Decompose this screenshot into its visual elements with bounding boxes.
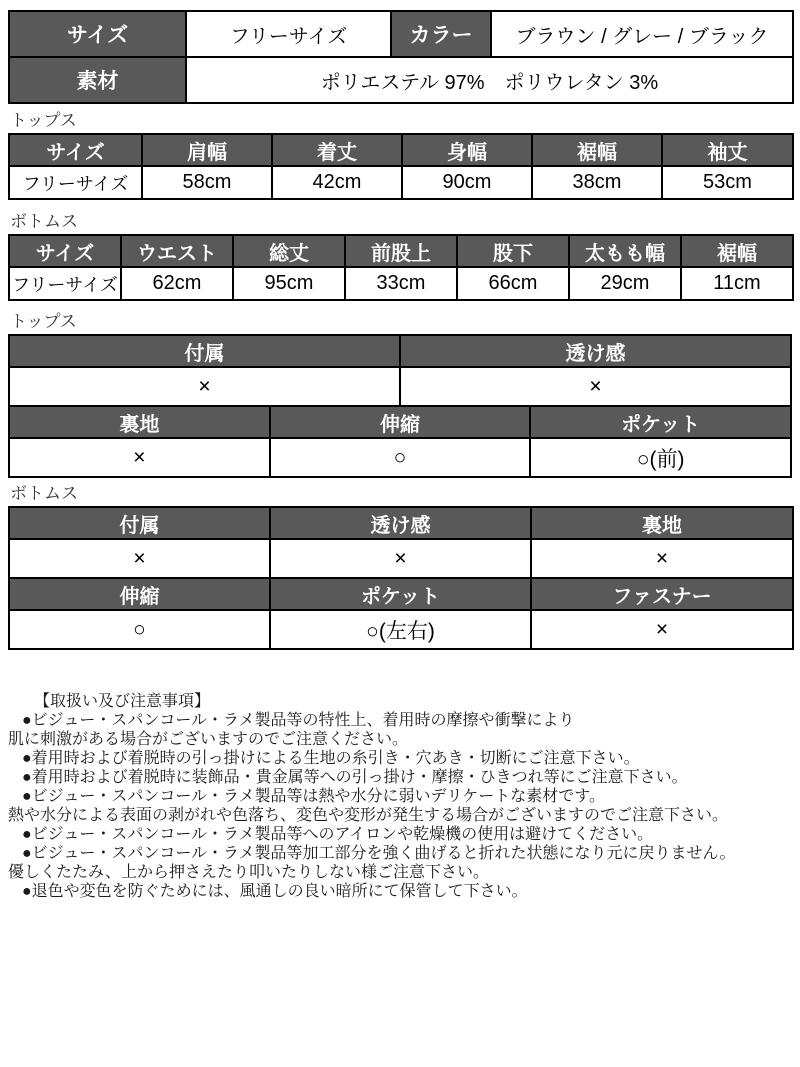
column-header: サイズ — [9, 235, 121, 267]
column-header: 総丈 — [233, 235, 345, 267]
measurement-cell: 95cm — [233, 267, 345, 300]
feature-header-row — [9, 335, 791, 367]
bottoms-measurement-table — [8, 234, 794, 301]
feature-value: × — [400, 367, 791, 406]
feature-header: 透け感 — [400, 335, 791, 367]
measurement-cell: 62cm — [121, 267, 233, 300]
feature-value: × — [9, 539, 270, 578]
feature-value: ○(前) — [530, 438, 791, 477]
size-color-row — [9, 11, 793, 57]
measurement-cell: 11cm — [681, 267, 793, 300]
note-line: ●ビジュー・スパンコール・ラメ製品等加工部分を強く曲げると折れた状態になり元に戻りません。 — [22, 845, 736, 862]
note-line: 優しくたたみ、上から押さえたり叩いたりしない様ご注意下さい。 — [8, 864, 489, 881]
measurement-cell: 29cm — [569, 267, 681, 300]
column-header: 股下 — [457, 235, 569, 267]
handling-notes — [8, 692, 792, 901]
measurement-cell: 66cm — [457, 267, 569, 300]
tops-section-label: トップス — [10, 312, 77, 331]
size-name-cell: フリーサイズ — [9, 166, 142, 199]
column-header: 太もも幅 — [569, 235, 681, 267]
feature-value: × — [531, 610, 793, 649]
feature-value: ○ — [9, 610, 270, 649]
feature-header: 伸縮 — [270, 406, 531, 438]
feature-value-row — [9, 438, 791, 477]
material-value-cell: ポリエステル 97% ポリウレタン 3% — [186, 57, 793, 103]
tops-feature-table — [8, 334, 792, 478]
feature-value-row — [9, 367, 791, 406]
table-row — [9, 267, 793, 300]
column-header: 袖丈 — [662, 134, 793, 166]
column-header: 身幅 — [402, 134, 532, 166]
feature-header: ポケット — [270, 578, 531, 610]
table-header-row — [9, 134, 793, 166]
note-line: ●退色や変色を防ぐためには、風通しの良い暗所にて保管して下さい。 — [22, 883, 528, 900]
feature-value: ○(左右) — [270, 610, 531, 649]
measurement-cell: 58cm — [142, 166, 272, 199]
material-header-cell: 素材 — [9, 57, 186, 103]
notes-title: 【取扱い及び注意事項】 — [34, 693, 211, 710]
size-header-cell: サイズ — [9, 11, 186, 57]
feature-header: ポケット — [530, 406, 791, 438]
feature-value: × — [270, 539, 531, 578]
note-line: ●ビジュー・スパンコール・ラメ製品等へのアイロンや乾燥機の使用は避けてください。 — [22, 826, 654, 843]
note-line: ●着用時および着脱時の引っ掛けによる生地の糸引き・穴あき・切断にご注意下さい。 — [22, 750, 640, 767]
feature-value: ○ — [270, 438, 531, 477]
tops-measurement-table — [8, 133, 794, 200]
feature-header-row — [9, 578, 793, 610]
bottoms-section-label: ボトムス — [10, 212, 78, 231]
note-line: 肌に刺激がある場合がございますのでご注意ください。 — [8, 731, 409, 748]
column-header: 着丈 — [272, 134, 402, 166]
material-row — [9, 57, 793, 103]
feature-value-row — [9, 539, 793, 578]
column-header: サイズ — [9, 134, 142, 166]
feature-value: × — [9, 367, 400, 406]
feature-value: × — [531, 539, 793, 578]
feature-header: 透け感 — [270, 507, 531, 539]
feature-header-row — [9, 507, 793, 539]
feature-value: × — [9, 438, 270, 477]
note-line: ●着用時および着脱時に装飾品・貴金属等への引っ掛け・摩擦・ひきつれ等にご注意下さい。 — [22, 769, 688, 786]
feature-header: 裏地 — [9, 406, 270, 438]
column-header: 裾幅 — [532, 134, 662, 166]
size-value-cell: フリーサイズ — [186, 11, 391, 57]
bottoms-feature-table — [8, 506, 794, 650]
measurement-cell: 38cm — [532, 166, 662, 199]
measurement-cell: 90cm — [402, 166, 532, 199]
column-header: 肩幅 — [142, 134, 272, 166]
info-table — [8, 10, 794, 104]
feature-header: 付属 — [9, 335, 400, 367]
color-value-cell: ブラウン / グレー / ブラック — [491, 11, 793, 57]
note-line: ●ビジュー・スパンコール・ラメ製品等の特性上、着用時の摩擦や衝撃により — [22, 712, 575, 729]
table-header-row — [9, 235, 793, 267]
bottoms-section-label: ボトムス — [10, 484, 78, 503]
tops-section-label: トップス — [10, 111, 77, 130]
measurement-cell: 42cm — [272, 166, 402, 199]
note-line: 熱や水分による表面の剥がれや色落ち、変色や変形が発生する場合がございますのでご注意下さい。 — [8, 807, 729, 824]
feature-header: 付属 — [9, 507, 270, 539]
size-name-cell: フリーサイズ — [9, 267, 121, 300]
column-header: 前股上 — [345, 235, 457, 267]
table-row — [9, 166, 793, 199]
feature-value-row — [9, 610, 793, 649]
feature-header: ファスナー — [531, 578, 793, 610]
feature-header-row — [9, 406, 791, 438]
note-line: ●ビジュー・スパンコール・ラメ製品等は熱や水分に弱いデリケートな素材です。 — [22, 788, 605, 805]
feature-header: 裏地 — [531, 507, 793, 539]
feature-header: 伸縮 — [9, 578, 270, 610]
column-header: ウエスト — [121, 235, 233, 267]
column-header: 裾幅 — [681, 235, 793, 267]
measurement-cell: 33cm — [345, 267, 457, 300]
color-header-cell: カラー — [391, 11, 491, 57]
measurement-cell: 53cm — [662, 166, 793, 199]
